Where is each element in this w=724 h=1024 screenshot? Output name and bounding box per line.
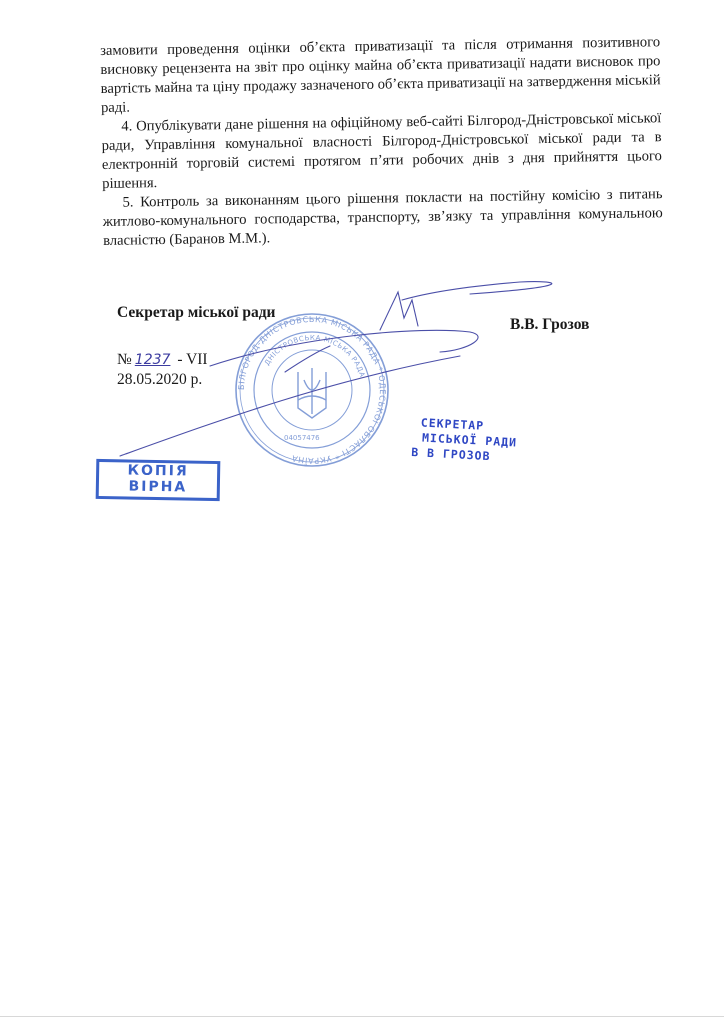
stamp-copy-line1: КОПІЯ — [127, 462, 189, 480]
signatory-title: Секретар міської ради — [117, 304, 276, 321]
stamp-copy-line2: ВІРНА — [128, 478, 188, 496]
trident-emblem-icon — [298, 368, 326, 418]
seal-inner-textpath: ДНІСТРОВСЬКА МІСЬКА РАДА — [263, 333, 367, 379]
stamp-secretary-line1: СЕКРЕТАР — [420, 415, 485, 433]
paragraph-5: 5. Контроль за виконанням цього рішення покласти на постійну комісію з питань житлово-комунального господарства, транспорту, зв’язку та управління комунальною власністю (Баранов М.М.). — [102, 186, 663, 249]
seal-outer-textpath: БІЛГОРОД-ДНІСТРОВСЬКА МІСЬКА РАДА * ОДЕСЬКОЇ ОБЛАСТІ * УКРАЇНА — [236, 314, 388, 466]
certified-copy-stamp — [96, 459, 221, 501]
official-seal — [236, 314, 388, 466]
seal-code: 04057476 — [284, 434, 320, 442]
convocation-suffix: - VII — [173, 351, 208, 368]
paragraph-continuation: замовити проведення оцінки об’єкта приватизації та після отримання позитивного висновку рецензента на звіт про оцінку майна об’єкта приватизації надати висновок про вартість майна та ціну продажу зазначеного об’єкта приватизації на затвердження міській раді. — [100, 34, 661, 116]
stamp-secretary-line3: В В ГРОЗОВ — [410, 445, 491, 464]
decision-date: 28.05.2020 р. — [117, 371, 203, 388]
stamp-secretary-line2: МІСЬКОЇ РАДИ — [421, 430, 518, 450]
signatory-name: В.В. Грозов — [510, 316, 590, 333]
handwritten-number: 1237 — [134, 352, 171, 368]
number-sign: № — [117, 351, 132, 368]
scan-edge-divider — [0, 1016, 724, 1017]
secretary-name-stamp — [410, 415, 518, 465]
paragraph-4: 4. Опублікувати дане рішення на офіційному веб-сайті Білгород-Дністровської міської ради, Управління комунальної власності Білгород-Дністровської міської ради та в електронній торговій системі протягом п’яти робочих днів з дня прийняття цього рішення. — [101, 110, 662, 192]
